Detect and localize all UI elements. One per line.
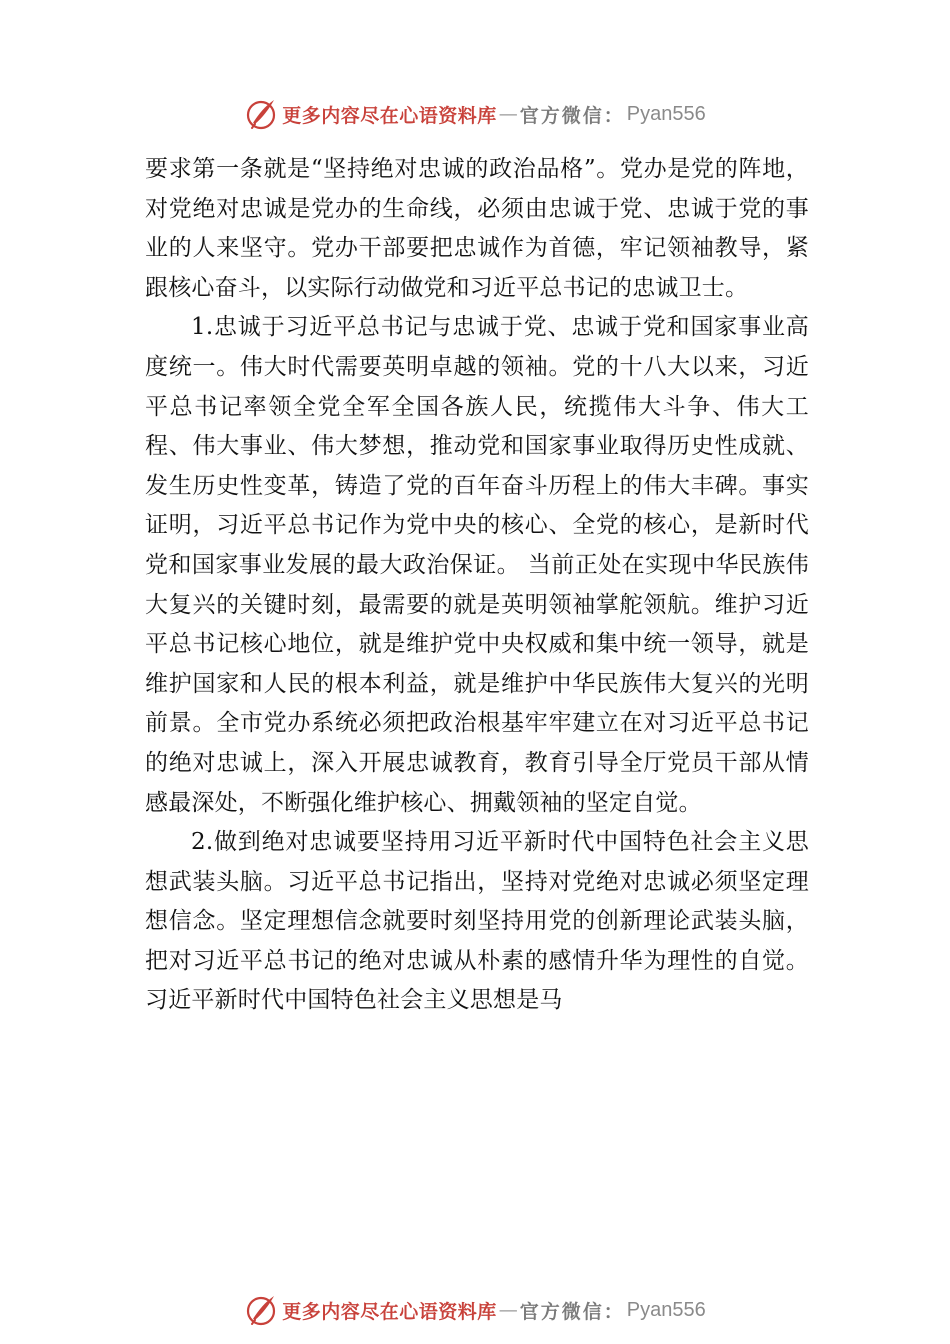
quill-pen-seal-icon [244,1293,278,1327]
document-body [145,150,809,1021]
paragraph-2: 1.忠诚于习近平总书记与忠诚于党、忠诚于党和国家事业高度统一。伟大时代需要英明卓越的领袖。党的十八大以来，习近平总书记率领全党全军全国各族人民，统揽伟大斗争、伟大工程、伟大事业、伟大梦想，推动党和国家事业取得历史性成就、发生历史性变革，铸造了党的百年奋斗历程上的伟大丰碑。事实证明，习近平总书记作为党中央的核心、全党的核心，是新时代党和国家事业发展的最大政治保证。 当前正处在实现中华民族伟大复兴的关键时刻，最需要的就是英明领袖掌舵领航。维护习近平总书记核心地位，就是维护党中央权威和集中统一领导，就是维护国家和人民的根本利益，就是维护中华民族伟大复兴的光明前景。全市党办系统必须把政治根基牢牢建立在对习近平总书记的绝对忠诚上，深入开展忠诚教育，教育引导全厅党员干部从情感最深处，不断强化维护核心、拥戴领袖的坚定自觉。 [145,314,809,816]
footer-wechat-id: Pyan556 [626,1298,706,1321]
footer-wechat-label: 官方微信： [519,1300,625,1323]
paragraph-1: 要求第一条就是“坚持绝对忠诚的政治品格”。党办是党的阵地，对党绝对忠诚是党办的生命线，必须由忠诚于党、忠诚于党的事业的人来坚守。党办干部要把忠诚作为首德，牢记领袖教导，紧跟核心奋斗，以实际行动做党和习近平总书记的忠诚卫士。 [145,156,809,301]
paragraph-3: 2.做到绝对忠诚要坚持用习近平新时代中国特色社会主义思想武装头脑。习近平总书记指出，坚持对党绝对忠诚必须坚定理想信念。坚定理想信念就要时刻坚持用党的创新理论武装头脑，把对习近平总书记的绝对忠诚从朴素的感情升华为理性的自觉。习近平新时代中国特色社会主义思想是马 [145,829,809,1014]
header-library-text: 更多内容尽在心语资料库 [282,104,497,127]
footer-library-text: 更多内容尽在心语资料库 [282,1300,497,1323]
header-separator: — [498,103,518,125]
footer-separator: — [498,1299,518,1321]
page-header-banner [0,94,950,134]
quill-pen-seal-icon [244,97,278,131]
header-wechat-label: 官方微信： [519,104,625,127]
page-footer-banner [0,1290,950,1330]
header-wechat-id: Pyan556 [626,102,706,125]
